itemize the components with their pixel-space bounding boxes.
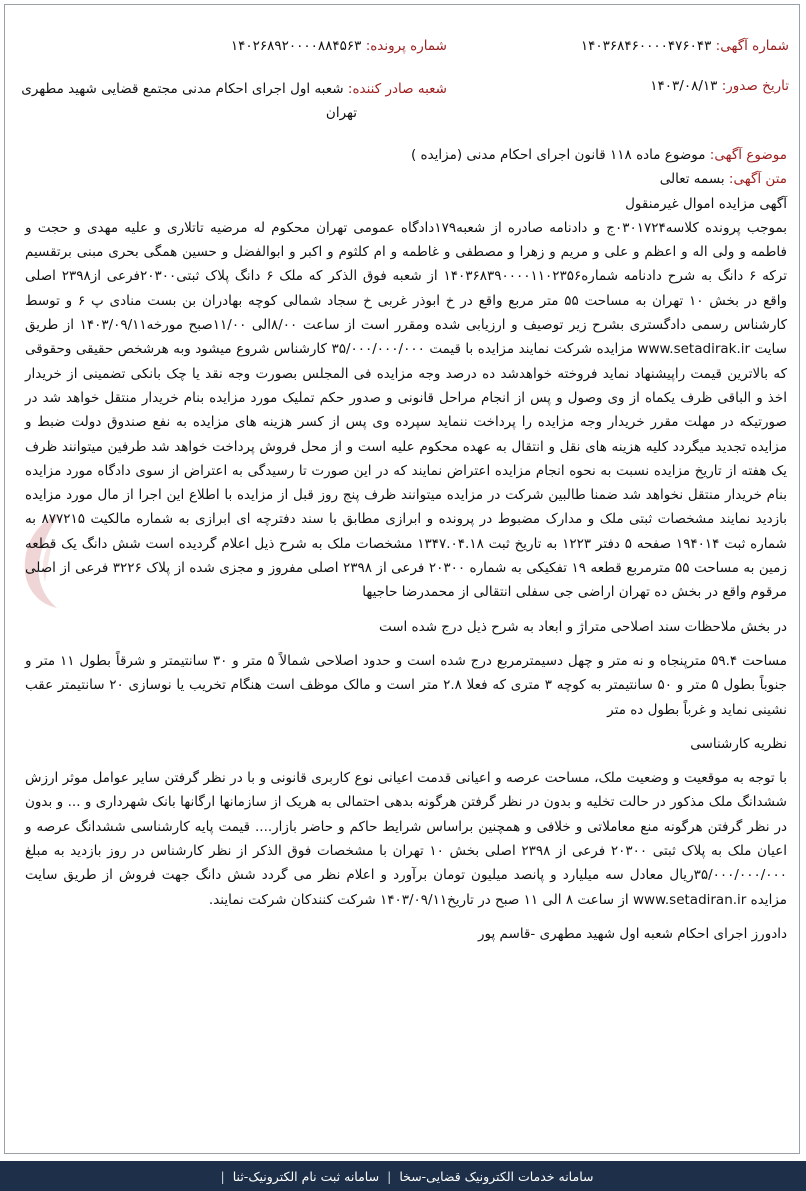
issuer-row [21, 77, 447, 125]
deed-remarks-paragraph: در بخش ملاحظات سند اصلاحی متراژ و ابعاد به شرح ذیل درج شده است [378, 618, 787, 635]
text-intro: بسمه تعالی [659, 171, 725, 188]
subject-text: موضوع ماده ۱۱۸ قانون اجرای احکام مدنی (مزایده ) [410, 147, 706, 163]
issuer-label: شعبه صادر کننده: [347, 81, 447, 97]
ad-number: ۱۴۰۳۶۸۴۶۰۰۰۰۴۷۶۰۴۳ [580, 38, 712, 54]
footer-separator-end: | [220, 1168, 225, 1184]
subject-label: موضوع آگهی: [709, 147, 787, 163]
issuer-line-1: شعبه اول اجرای احکام مدنی مجتمع قضایی شهید مطهری [21, 81, 344, 97]
issuer-line-2: تهران [325, 105, 357, 121]
case-number-row [231, 38, 447, 54]
footer-bar [0, 1161, 806, 1191]
issue-date-row [650, 78, 789, 94]
signature-line: دادورز اجرای احکام شعبه اول شهید مطهری -قاسم پور [478, 925, 787, 942]
ad-number-label: شماره آگهی: [715, 38, 789, 54]
sana-system-link[interactable]: سامانه ثبت نام الکترونیک-ثنا [232, 1168, 380, 1184]
subject-row [25, 143, 787, 167]
dimensions-paragraph: مساحت ۵۹.۴ مترپنجاه و نه متر و چهل دسیمترمربع درج شده است و حدود اصلاحی شمالاً ۵ متر و ۳۰ سانتیمتر و شرقاً بطول ۱۱ متر و جنوباً بطول ۵ متر و ۵۰ سانتیمتر به کوچه ۳ متری که فعلا ۲.۸ متر است و مالک موظف است هنگام تخریب یا نوسازی ۲۰ سانتیمتر عقب نشینی نماید و غرباً بطول ده متر [25, 652, 788, 718]
footer-separator: | [387, 1168, 392, 1184]
case-number-label: شماره پرونده: [365, 38, 447, 54]
sakha-system-link[interactable]: سامانه خدمات الکترونیک قضایی-سخا [399, 1168, 594, 1184]
issue-date-label: تاریخ صدور: [721, 78, 789, 94]
ad-number-row [581, 38, 789, 54]
text-row [25, 167, 787, 191]
case-number: ۱۴۰۲۶۸۹۲۰۰۰۰۸۸۴۵۶۳ [230, 38, 362, 54]
text-label: متن آگهی: [728, 171, 787, 188]
notice-page [4, 4, 800, 1154]
notice-content [25, 143, 787, 946]
expert-opinion-heading: نظریه کارشناسی [690, 735, 787, 752]
expert-opinion-paragraph: با توجه به موقعیت و وضعیت ملک، مساحت عرصه و اعیانی قدمت اعیانی نوع کاربری قانونی و با در نظر گرفتن سایر عوامل موثر ارزش ششدانگ ملک مذکور در حالت تخلیه و بدون در نظر گرفتن هرگونه بدهی احتمالی به هریک از سازمانها ارگانها بانک شهرداری و ... و بدون در نظر گرفتن هرگونه منع معاملاتی و خلافی و همچنین براساس شرایط حاکم و حاضر بازار.... قیمت پایه کارشناسی ششدانگ عرصه و اعیان ملک به پلاک ثبتی ۲۰۳۰۰ فرعی از ۲۳۹۸ اصلی بخش ۱۰ تهران با مشخصات فوق الذکر از نظر کارشناس در روز بازدید به مبلغ ۳۵/۰۰۰/۰۰۰/۰۰۰ریال معادل سه میلیارد و پانصد میلیون تومان برآورد و اعلام نظر می گردد شش دانگ جهت فروش از طریق سایت مزایده www.setadiran.ir از ساعت ۸ الی ۱۱ صبح در تاریخ۱۴۰۳/۰۹/۱۱ شرکت کنندکان شرکت نمایند. [25, 770, 787, 908]
notice-title: آگهی مزایده اموال غیرمنقول [625, 195, 787, 212]
issue-date: ۱۴۰۳/۰۸/۱۳ [650, 78, 718, 94]
auction-paragraph: بموجب پرونده کلاسه۰۳۰۱۷۲۴ج و دادنامه صادره از شعبه۱۷۹دادگاه عمومی تهران محکوم له مرضیه تاتلاری و علیه مهدی و حجت و فاطمه و ولی اله و اعظم و علی و مریم و زهرا و مصطفی و غاطمه و ام کلثوم و اکبر و ابوالفضل و حسین همگی بحری مبنی برتقسیم ترکه ۶ دانگ به شرح دادنامه شماره۱۴۰۳۶۸۳۹۰۰۰۰۱۱۰۲۳۵۶ از شعبه فوق الذکر که ملک ۶ دانگ پلاک ثبتی۲۰۳۰۰فرعی از۲۳۹۸ اصلی واقع در بخش ۱۰ تهران به مساحت ۵۵ متر مربع واقع در خ ابوذر غربی خ سجاد شمالی کوچه بهادران بن بست منادی پ ۶ و توسط کارشناس رسمی دادگستری بشرح زیر توصیف و ارزیابی شده ومقرر است از ساعت ۸/۰۰الی ۱۱/۰۰صبح مورخه۱۴۰۳/۰۹/۱۱ از طریق سایت www.setadirak.ir مزایده شرکت نمایند مزایده با قیمت ۳۵/۰۰۰/۰۰۰/۰۰۰ کارشناس شروع میشود وبه هرشخص حقیقی وحقوقی که بالاترین قیمت راپیشنهاد نماید فروخته خواهدشد ده درصد وجه مزایده فی المجلس بصورت وجه نقد یا چک بانکی تضمینی از خریدار اخذ و الباقی ظرف یکماه از وی وصول و پس از انجام مراحل قانونی و صدور حکم تملیک مورد مزایده بنام خریدار منتقل خواهد شد در صورتیکه در مهلت مقرر خریدار وجه مزایده را پرداخت ننماید سپرده وی پس از کسر هزینه های مزایده به نفع صندوق دولت ضبط و مزایده تجدید میگردد کلیه هزینه های نقل و انتقال به عهده محکوم علیه است و از محل فروش پرداخت خواهد شد طرفین میتوانند ظرف یک هفته از تاریخ مزایده نسبت به نحوه انجام مزایده اعتراض نمایند که در این صورت تا رسیدگی به اعتراض از سوی دادگاه مورد مزایده بنام خریدار منتقل نخواهد شد ضمنا طالبین شرکت در مزایده میتوانند ظرف پنج روز قبل از مزایده با اطلاع این اجرا از مال مورد مزایده بازدید نمایند مشخصات ثبتی ملک و مدارک مضبوط در پرونده و ابرازی مطابق با سند دفترچه ای ابرازی به شماره مالکیت ۸۷۷۲۱۵ به شماره ثبت ۱۹۴۰۱۴ صفحه ۵ دفتر ۱۲۲۳ به تاریخ ثبت ۱۳۴۷.۰۴.۱۸ مشخصات ملک به شرح ذیل اعلام گردیده است شش دانگ یک قطعه زمین به مساحت ۵۵ مترمربع قطعه ۱۹ تفکیکی به شماره ۲۰۳۰۰ فرعی از ۲۳۹۸ اصلی مفروز و مجزی شده از پلاک ۳۲۲۶ فرعی از اصلی مرقوم واقع در بخش ده تهران اراضی جی سفلی انتقالی از محمدرضا حاجیها [25, 219, 788, 601]
